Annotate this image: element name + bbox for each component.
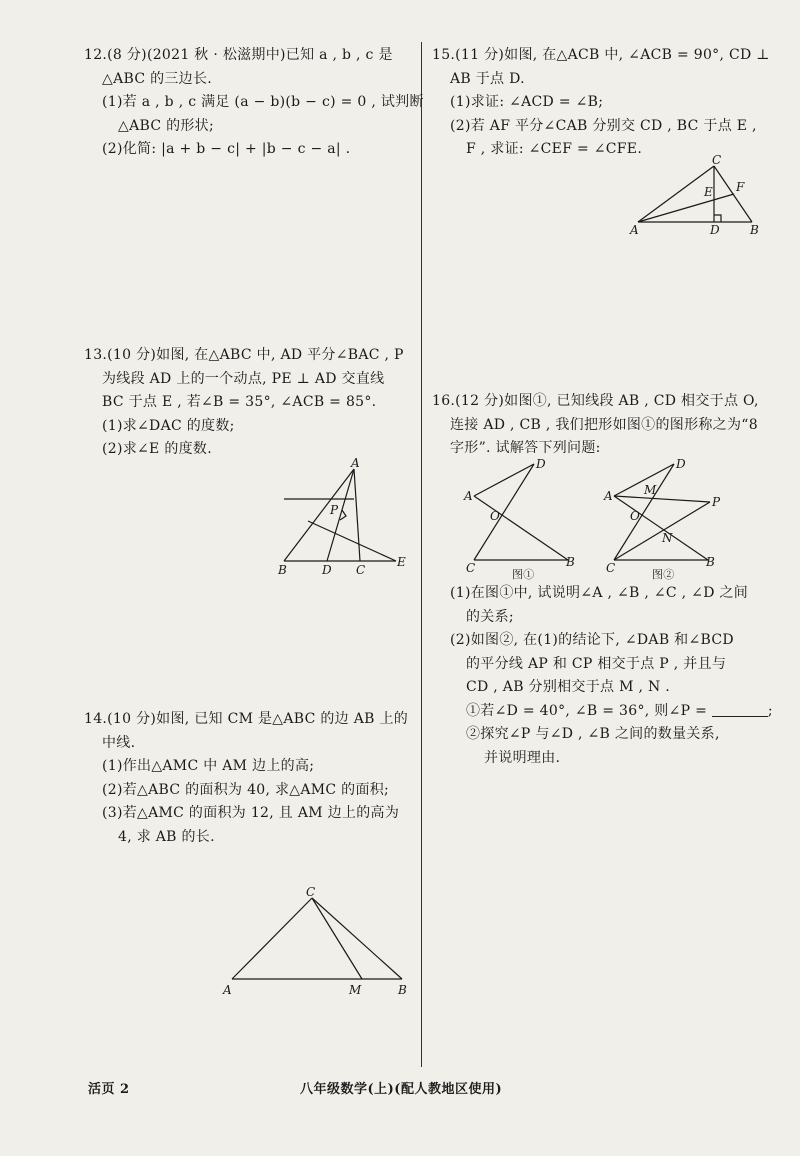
q14-line-6: 4, 求 AB 的长.	[118, 828, 215, 845]
q15-line-3: (1)求证: ∠ACD = ∠B;	[450, 94, 604, 110]
q13-line-4: (1)求∠DAC 的度数;	[102, 417, 235, 434]
q15-figure	[432, 153, 777, 240]
q15-label-f: F	[736, 180, 745, 194]
q13-label-p: P	[330, 503, 339, 517]
q15-label-b: B	[750, 223, 760, 237]
q15-label-a: A	[630, 223, 639, 237]
fig2-label-b: B	[706, 555, 716, 569]
column-divider	[421, 42, 422, 1067]
fig1-caption: 图①	[512, 568, 535, 581]
q14-label-b: B	[398, 983, 408, 997]
question-16	[432, 390, 773, 766]
q13-label-a: A	[351, 456, 360, 470]
q16-part-7: ②探究∠P 与∠D , ∠B 之间的数量关系,	[466, 726, 720, 742]
q15-line-4: (2)若 AF 平分∠CAB 分别交 CD , BC 于点 E ,	[450, 117, 757, 134]
q16-part-2: 的关系;	[466, 608, 514, 625]
answer-blank[interactable]	[712, 702, 768, 717]
question-13	[84, 344, 407, 577]
q14-label-c: C	[306, 885, 316, 899]
question-12	[84, 44, 424, 162]
fig1-label-c: C	[466, 561, 476, 575]
q13-figure	[84, 456, 414, 577]
q13-line-2: 为线段 AD 上的一个动点, PE ⊥ AD 交直线	[102, 370, 385, 387]
q13-label-c: C	[356, 563, 366, 577]
q12-line-4: △ABC 的形状;	[118, 117, 215, 134]
q16-figures	[432, 457, 777, 581]
fig1-label-o: O	[490, 509, 501, 523]
q13-line-3: BC 于点 E , 若∠B = 35°, ∠ACB = 85°.	[102, 394, 377, 410]
fig2-label-m: M	[644, 483, 657, 497]
q16-part-8: 并说明理由.	[484, 749, 561, 766]
footer-page-number: 活页 2	[88, 1082, 130, 1097]
q14-line-2: 中线.	[102, 734, 136, 751]
q14-line-5: (3)若△AMC 的面积为 12, 且 AM 边上的高为	[102, 805, 400, 821]
q15-label-e: E	[704, 185, 714, 199]
q15-label-d: D	[710, 223, 720, 237]
fig2-label-p: P	[712, 495, 721, 509]
question-14	[84, 708, 409, 997]
q12-line-3: (1)若 a , b , c 满足 (a − b)(b − c) = 0 , 试判断	[102, 94, 424, 110]
q13-label-b: B	[278, 563, 288, 577]
q16-part-3: (2)如图②, 在(1)的结论下, ∠DAB 和∠BCD	[450, 632, 734, 648]
fig1-label-a: A	[464, 489, 473, 503]
q16-part-1: (1)在图①中, 试说明∠A , ∠B , ∠C , ∠D 之间	[450, 585, 749, 601]
q16-part-4: 的平分线 AP 和 CP 相交于点 P , 并且与	[466, 655, 727, 672]
q14-line-1: 14.(10 分)如图, 已知 CM 是△ABC 的边 AB 上的	[84, 711, 409, 727]
q14-label-m: M	[349, 983, 362, 997]
q16-line-2: 连接 AD , CB , 我们把形如图①的图形称之为“8	[450, 416, 758, 433]
fig1-label-d: D	[536, 457, 546, 471]
fig2-label-n: N	[662, 531, 673, 545]
fig2-label-o: O	[630, 509, 641, 523]
q16-figure-2	[603, 457, 721, 581]
q15-line-2: AB 于点 D.	[450, 70, 525, 87]
q16-part-6-text: ①若∠D = 40°, ∠B = 36°, 则∠P =	[466, 702, 708, 719]
q16-part-5: CD , AB 分别相交于点 M , N .	[466, 679, 671, 695]
fig2-label-a: A	[604, 489, 613, 503]
q13-label-e: E	[397, 555, 407, 569]
question-15	[432, 44, 770, 237]
q13-line-5: (2)求∠E 的度数.	[102, 441, 212, 457]
q13-line-1: 13.(10 分)如图, 在△ABC 中, AD 平分∠BAC , P	[84, 347, 404, 363]
q12-line-2: △ABC 的三边长.	[102, 70, 213, 87]
q16-part-6-end: ;	[767, 702, 773, 719]
q14-line-3: (1)作出△AMC 中 AM 边上的高;	[102, 758, 315, 774]
q15-line-1: 15.(11 分)如图, 在△ACB 中, ∠ACB = 90°, CD ⊥	[432, 47, 770, 63]
q14-figure	[84, 885, 414, 998]
fig2-caption: 图②	[652, 568, 675, 581]
q16-part-6	[432, 700, 777, 724]
footer-title: 八年级数学(上)(配人教地区使用)	[300, 1082, 503, 1097]
fig2-label-d: D	[676, 457, 686, 471]
q14-label-a: A	[223, 983, 232, 997]
q12-line-1: 12.(8 分)(2021 秋 · 松滋期中)已知 a , b , c 是	[84, 47, 393, 63]
fig2-label-c: C	[606, 561, 616, 575]
q15-line-5: F , 求证: ∠CEF = ∠CFE.	[466, 141, 643, 157]
q16-line-3: 字形”. 试解答下列问题:	[450, 440, 601, 456]
fig1-label-b: B	[566, 555, 576, 569]
q16-line-1: 16.(12 分)如图①, 已知线段 AB , CD 相交于点 O,	[432, 393, 759, 409]
q14-line-4: (2)若△ABC 的面积为 40, 求△AMC 的面积;	[102, 781, 390, 798]
q16-figure-1	[463, 457, 575, 581]
q16-parts	[432, 582, 777, 770]
q13-label-d: D	[322, 563, 332, 577]
q12-line-5: (2)化简: |a + b − c| + |b − c − a| .	[102, 141, 351, 157]
q15-label-c: C	[712, 153, 722, 167]
